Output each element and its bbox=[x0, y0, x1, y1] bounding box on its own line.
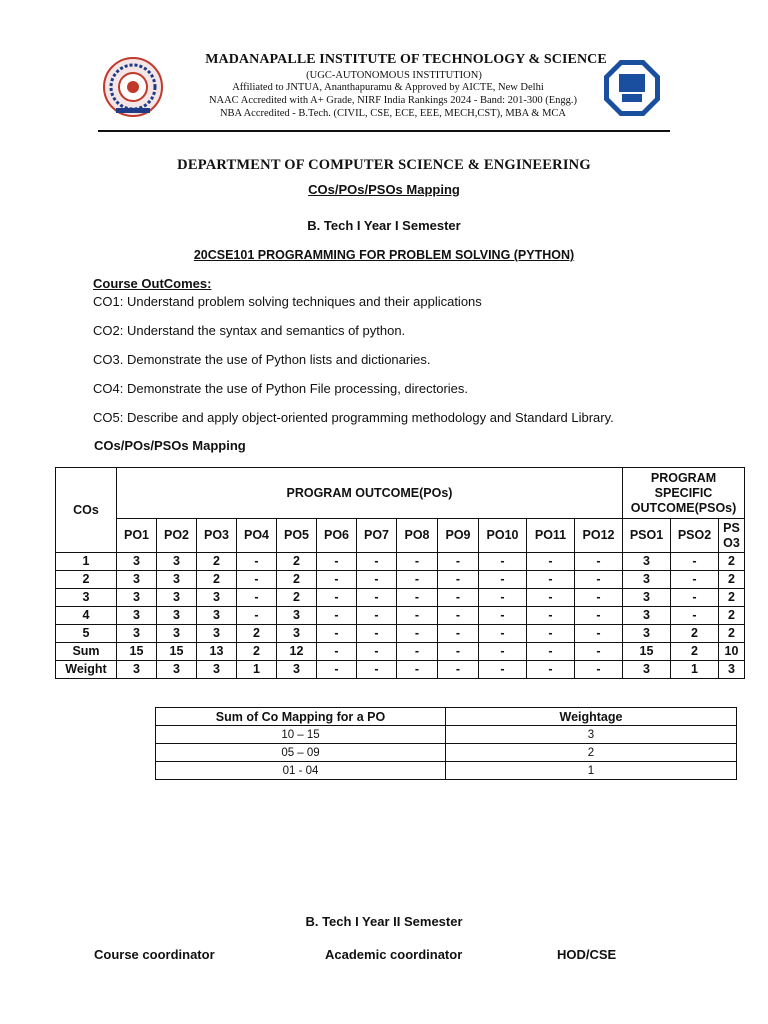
table-cell: - bbox=[397, 625, 438, 643]
column-header: PO10 bbox=[479, 519, 527, 553]
weightage-header: Weightage bbox=[446, 708, 737, 726]
course-outcome-3: CO3. Demonstrate the use of Python lists and dictionaries. bbox=[93, 352, 431, 367]
table-cell: - bbox=[237, 607, 277, 625]
table-row bbox=[56, 571, 745, 589]
table-cell: - bbox=[671, 553, 719, 571]
table-row bbox=[56, 625, 745, 643]
table-row bbox=[56, 607, 745, 625]
row-label: Weight bbox=[56, 661, 117, 679]
table-cell: - bbox=[671, 589, 719, 607]
table-cell: 2 bbox=[671, 643, 719, 661]
table-cell: 3 bbox=[157, 553, 197, 571]
po-group-header: PROGRAM OUTCOME(POs) bbox=[117, 468, 623, 519]
row-label: Sum bbox=[56, 643, 117, 661]
table-cell: 3 bbox=[197, 661, 237, 679]
table-cell: - bbox=[479, 589, 527, 607]
table-cell: - bbox=[479, 553, 527, 571]
course-outcome-2: CO2: Understand the syntax and semantics of python. bbox=[93, 323, 406, 338]
column-header: PO4 bbox=[237, 519, 277, 553]
table-cell: - bbox=[438, 661, 479, 679]
row-label: 1 bbox=[56, 553, 117, 571]
mapping-table-body bbox=[56, 553, 745, 679]
footer-semester: B. Tech I Year II Semester bbox=[305, 914, 463, 929]
table-cell: 3 bbox=[157, 571, 197, 589]
table-cell: 13 bbox=[197, 643, 237, 661]
column-header: PO3 bbox=[197, 519, 237, 553]
table-cell: - bbox=[438, 571, 479, 589]
table-cell: 10 – 15 bbox=[156, 726, 446, 744]
table-cell: - bbox=[357, 661, 397, 679]
table-cell: - bbox=[527, 661, 575, 679]
row-label: 4 bbox=[56, 607, 117, 625]
autonomous-line: (UGC-AUTONOMOUS INSTITUTION) bbox=[306, 70, 482, 81]
table-cell: 2 bbox=[277, 571, 317, 589]
table-cell: 3 bbox=[277, 661, 317, 679]
letterhead-rule bbox=[98, 130, 670, 132]
table-cell: 3 bbox=[117, 571, 157, 589]
table-cell: 3 bbox=[157, 661, 197, 679]
table-cell: 15 bbox=[117, 643, 157, 661]
table-cell: - bbox=[479, 661, 527, 679]
table-cell: - bbox=[575, 625, 623, 643]
table-cell: 15 bbox=[157, 643, 197, 661]
column-header: PO8 bbox=[397, 519, 438, 553]
column-header: PO1 bbox=[117, 519, 157, 553]
table-cell: 2 bbox=[719, 553, 745, 571]
table-cell: 3 bbox=[157, 589, 197, 607]
table-cell: 3 bbox=[277, 625, 317, 643]
table-cell: - bbox=[479, 607, 527, 625]
table-cell: 10 bbox=[719, 643, 745, 661]
institution-name: MADANAPALLE INSTITUTE OF TECHNOLOGY & SCIENCE bbox=[205, 52, 607, 67]
column-header: PO7 bbox=[357, 519, 397, 553]
table-cell: - bbox=[397, 571, 438, 589]
table-cell: 3 bbox=[117, 625, 157, 643]
table-cell: - bbox=[397, 607, 438, 625]
table-cell: - bbox=[317, 643, 357, 661]
column-header: PO9 bbox=[438, 519, 479, 553]
weightage-table bbox=[155, 707, 737, 780]
table-cell: - bbox=[357, 625, 397, 643]
table-cell: - bbox=[575, 553, 623, 571]
mapping-subtitle: COs/POs/PSOs Mapping bbox=[94, 438, 246, 453]
table-cell: 3 bbox=[623, 607, 671, 625]
table-cell: 2 bbox=[237, 643, 277, 661]
table-cell: - bbox=[479, 625, 527, 643]
department-title: DEPARTMENT OF COMPUTER SCIENCE & ENGINEERING bbox=[177, 157, 591, 173]
table-cell: 3 bbox=[117, 661, 157, 679]
table-cell: 3 bbox=[117, 553, 157, 571]
table-cell: 2 bbox=[277, 553, 317, 571]
row-label: 5 bbox=[56, 625, 117, 643]
column-header: PO11 bbox=[527, 519, 575, 553]
weightage-table-body bbox=[156, 726, 737, 780]
table-row bbox=[156, 744, 737, 762]
mapping-title: COs/POs/PSOs Mapping bbox=[308, 182, 460, 197]
table-cell: 2 bbox=[719, 625, 745, 643]
table-row bbox=[56, 643, 745, 661]
column-header: PSO1 bbox=[623, 519, 671, 553]
table-cell: - bbox=[527, 643, 575, 661]
table-cell: - bbox=[397, 643, 438, 661]
table-cell: - bbox=[397, 589, 438, 607]
table-cell: 15 bbox=[623, 643, 671, 661]
table-cell: 3 bbox=[446, 726, 737, 744]
table-cell: - bbox=[438, 643, 479, 661]
table-cell: 1 bbox=[237, 661, 277, 679]
academic-coordinator-signature: Academic coordinator bbox=[325, 947, 463, 962]
row-label: 2 bbox=[56, 571, 117, 589]
table-cell: - bbox=[357, 571, 397, 589]
pso-group-header: PROGRAM SPECIFIC OUTCOME(PSOs) bbox=[623, 468, 745, 519]
table-cell: 3 bbox=[157, 625, 197, 643]
table-cell: - bbox=[357, 589, 397, 607]
table-cell: 3 bbox=[719, 661, 745, 679]
table-cell: - bbox=[575, 661, 623, 679]
table-cell: - bbox=[317, 661, 357, 679]
column-header-row bbox=[56, 519, 745, 553]
table-row bbox=[156, 762, 737, 780]
column-header: PO2 bbox=[157, 519, 197, 553]
table-row bbox=[56, 553, 745, 571]
table-cell: 2 bbox=[719, 589, 745, 607]
table-cell: 2 bbox=[197, 553, 237, 571]
table-cell: - bbox=[438, 553, 479, 571]
table-cell: - bbox=[317, 607, 357, 625]
table-cell: - bbox=[479, 571, 527, 589]
table-cell: 3 bbox=[623, 553, 671, 571]
table-cell: - bbox=[527, 589, 575, 607]
table-cell: - bbox=[438, 589, 479, 607]
table-cell: - bbox=[575, 571, 623, 589]
table-cell: - bbox=[527, 571, 575, 589]
table-cell: - bbox=[438, 625, 479, 643]
table-cell: - bbox=[237, 553, 277, 571]
table-cell: 1 bbox=[446, 762, 737, 780]
table-cell: 3 bbox=[623, 571, 671, 589]
table-cell: 3 bbox=[117, 589, 157, 607]
hod-signature: HOD/CSE bbox=[557, 947, 617, 962]
table-cell: 2 bbox=[719, 571, 745, 589]
sum-mapping-header: Sum of Co Mapping for a PO bbox=[156, 708, 446, 726]
cos-header: COs bbox=[56, 468, 117, 553]
table-cell: - bbox=[357, 607, 397, 625]
course-outcome-1: CO1: Understand problem solving techniques and their applications bbox=[93, 294, 482, 309]
table-row bbox=[156, 726, 737, 744]
table-cell: - bbox=[575, 607, 623, 625]
table-cell: 12 bbox=[277, 643, 317, 661]
course-outcome-5: CO5: Describe and apply object-oriented programming methodology and Standard Library. bbox=[93, 410, 614, 425]
table-cell: 3 bbox=[623, 589, 671, 607]
table-cell: 3 bbox=[623, 625, 671, 643]
table-cell: - bbox=[575, 589, 623, 607]
table-row bbox=[56, 589, 745, 607]
table-cell: 3 bbox=[117, 607, 157, 625]
co-po-mapping-table bbox=[55, 467, 745, 679]
table-cell: 2 bbox=[719, 607, 745, 625]
table-cell: - bbox=[317, 571, 357, 589]
tuv-sud-certification-icon bbox=[602, 58, 662, 118]
table-cell: - bbox=[317, 625, 357, 643]
table-cell: - bbox=[357, 643, 397, 661]
column-header: PSO2 bbox=[671, 519, 719, 553]
semester-title: B. Tech I Year I Semester bbox=[307, 218, 461, 233]
outcomes-heading: Course OutComes: bbox=[93, 276, 212, 291]
column-header: PO6 bbox=[317, 519, 357, 553]
table-cell: - bbox=[575, 643, 623, 661]
letterhead bbox=[98, 50, 670, 134]
table-cell: 01 - 04 bbox=[156, 762, 446, 780]
course-outcomes bbox=[93, 276, 733, 439]
table-cell: 2 bbox=[197, 571, 237, 589]
table-row bbox=[56, 661, 745, 679]
table-cell: 05 – 09 bbox=[156, 744, 446, 762]
table-cell: - bbox=[317, 553, 357, 571]
column-header: PO5 bbox=[277, 519, 317, 553]
table-cell: - bbox=[237, 589, 277, 607]
row-label: 3 bbox=[56, 589, 117, 607]
table-cell: 3 bbox=[157, 607, 197, 625]
course-outcome-4: CO4: Demonstrate the use of Python File processing, directories. bbox=[93, 381, 469, 396]
table-cell: 3 bbox=[197, 625, 237, 643]
table-cell: 3 bbox=[277, 607, 317, 625]
table-cell: 2 bbox=[671, 625, 719, 643]
course-coordinator-signature: Course coordinator bbox=[94, 947, 215, 962]
affiliation-line: Affiliated to JNTUA, Ananthapuramu & Approved by AICTE, New Delhi bbox=[232, 82, 544, 93]
table-cell: 2 bbox=[277, 589, 317, 607]
column-header: PO12 bbox=[575, 519, 623, 553]
table-cell: - bbox=[479, 643, 527, 661]
naac-line: NAAC Accredited with A+ Grade, NIRF India Rankings 2024 - Band: 201-300 (Engg.) bbox=[208, 95, 578, 106]
column-header: PS O3 bbox=[719, 519, 745, 553]
table-cell: - bbox=[671, 571, 719, 589]
table-cell: 3 bbox=[197, 607, 237, 625]
table-cell: - bbox=[527, 553, 575, 571]
table-cell: - bbox=[527, 607, 575, 625]
table-cell: - bbox=[438, 607, 479, 625]
table-cell: 2 bbox=[237, 625, 277, 643]
table-cell: - bbox=[237, 571, 277, 589]
table-cell: 3 bbox=[623, 661, 671, 679]
table-cell: - bbox=[397, 553, 438, 571]
table-cell: - bbox=[397, 661, 438, 679]
nba-line: NBA Accredited - B.Tech. (CIVIL, CSE, ECE, EEE, MECH,CST), MBA & MCA bbox=[219, 108, 567, 119]
table-cell: - bbox=[317, 589, 357, 607]
table-cell: 2 bbox=[446, 744, 737, 762]
table-cell: - bbox=[671, 607, 719, 625]
course-title: 20CSE101 PROGRAMMING FOR PROBLEM SOLVING (PYTHON) bbox=[193, 248, 575, 262]
table-cell: 3 bbox=[197, 589, 237, 607]
table-cell: - bbox=[357, 553, 397, 571]
table-cell: 1 bbox=[671, 661, 719, 679]
table-cell: - bbox=[527, 625, 575, 643]
